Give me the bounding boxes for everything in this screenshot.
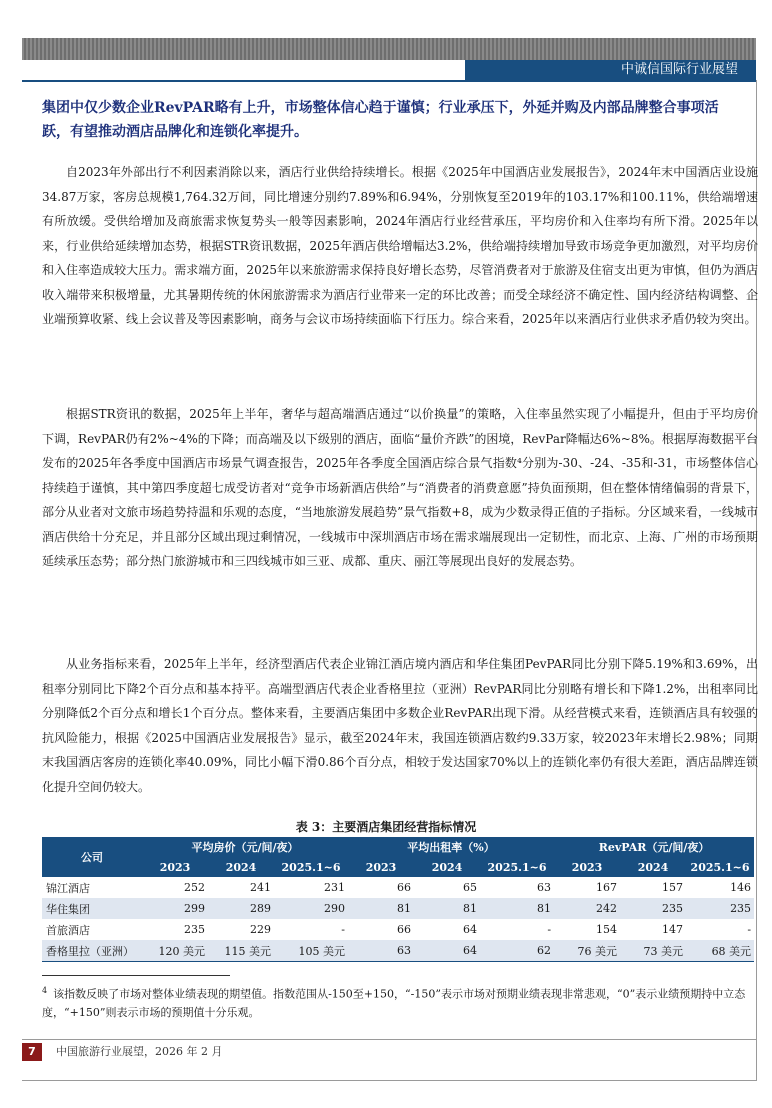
year-header: 2024 (620, 857, 686, 877)
table-cell: 81 (348, 898, 414, 919)
table-cell: 68 美元 (686, 940, 754, 962)
table-cell: 120 美元 (142, 940, 208, 962)
group-header-adr: 平均房价（元/间/夜） (142, 837, 348, 857)
footnote-rule (42, 975, 230, 976)
table-caption: 表 3：主要酒店集团经营指标情况 (295, 820, 477, 834)
group-header-revpar: RevPAR（元/间/夜） (554, 837, 754, 857)
year-header: 2025.1~6 (274, 857, 348, 877)
table-cell: 157 (662, 881, 684, 894)
footnote-text: 该指数反映了市场对整体业绩表现的期望值。指数范围从-150至+150，“-150”表示市场对预期业绩表现非常悲观，“0”表示业绩预期持中立态度，“+150”则表示市场的预期值十分乐观。 (42, 987, 746, 1019)
table-cell: 242 (554, 898, 620, 919)
table-cell: 147 (662, 923, 684, 936)
table-cell: 62 (480, 940, 554, 962)
year-header: 2023 (554, 857, 620, 877)
group-header-occupancy: 平均出租率（%） (348, 837, 554, 857)
table-cell: 64 (414, 940, 480, 962)
table-cell: - (341, 923, 346, 936)
body-paragraph: 自2023年外部出行不利因素消除以来，酒店行业供给持续增长。根据《2025年中国酒店业发展报告》，2024年末中国酒店业设施34.87万家，客房总规模1,764.32万间，同比增速分别约7.89%和6.94%，分别恢复至2019年的103.17%和100.11%，供给端增速有所放缓。受供给增加及商旅需求恢复势头一般等因素影响，2024年酒店行业经营承压，平均房价和入住率均有所下滑。2025年以来，行业供给延续增加态势，根据STR资讯数据，2025年酒店供给增幅达3.2%，供给端持续增加导致市场竞争更加激烈，对平均房价和入住率造成较大压力。需求端方面，2025年以来旅游需求保持良好增长态势，尽管消费者对于旅游及住宿支出更为审慎，但仍为酒店收入端带来积极增量，尤其暑期传统的休闲旅游需求为酒店行业带来一定的环比改善；而受全球经济不确定性、国内经济结构调整、企业端预算收紧、线上会议普及等因素影响，商务与会议市场持续面临下行压力。综合来看，2025年以来酒店行业供求矛盾仍较为突出。 (42, 165, 758, 326)
header-divider (22, 80, 756, 82)
table-row (42, 940, 754, 962)
company-header: 公司 (42, 837, 142, 877)
section-headline: 集团中仅少数企业RevPAR略有上升，市场整体信心趋于谨慎；行业承压下，外延并购及内部品牌整合事项活跃，有望推动酒店品牌化和连锁化率提升。 (42, 100, 719, 140)
year-header: 2024 (414, 857, 480, 877)
company-name: 华住集团 (42, 898, 142, 919)
year-header: 2023 (142, 857, 208, 877)
table-row (42, 898, 754, 919)
footer-text: 中国旅游行业展望，2026 年 2 月 (56, 1045, 223, 1058)
table-cell: 235 (184, 923, 205, 936)
company-name: 香格里拉（亚洲） (42, 940, 142, 962)
table-cell: 105 美元 (274, 940, 348, 962)
table-cell: 290 (274, 898, 348, 919)
table-cell: 66 (397, 923, 412, 936)
header-title: 中诚信国际行业展望 (620, 62, 738, 77)
table-cell: 241 (250, 881, 271, 894)
footnote (42, 982, 758, 1022)
table-cell: 235 (686, 898, 754, 919)
table-cell: 146 (730, 881, 752, 894)
table-cell: 65 (463, 881, 478, 894)
hotel-metrics-table (42, 837, 754, 962)
body-paragraph: 根据STR资讯的数据，2025年上半年，奢华与超高端酒店通过“以价换量”的策略，入住率虽然实现了小幅提升，但由于平均房价下调，RevPAR仍有2%~4%的下降；而高端及以下级别的酒店，面临“量价齐跌”的困境，RevPar降幅达6%~8%。根据厚海数据平台发布的2025年各季度中国酒店市场景气调查报告，2025年各季度全国酒店综合景气指数⁴分别为-30、-24、-35和-31，市场整体信心持续趋于谨慎，其中第四季度超七成受访者对“竞争市场新酒店供给”与“消费者的消费意愿”持负面预期，但在整体情绪偏弱的背景下，部分从业者对文旅市场趋势持温和乐观的态度，“当地旅游发展趋势”景气指数+8，成为少数录得正值的子指标。分区域来看，一线城市酒店供给十分充足，并且部分区域出现过剩情况，一线城市中深圳酒店市场在需求端展现出一定韧性，而北京、上海、广州的市场预期延续承压态势；部分热门旅游城市和三四线城市如三亚、成都、重庆、丽江等展现出良好的发展态势。 (42, 407, 758, 568)
table-cell: 154 (596, 923, 618, 936)
table-cell: 299 (142, 898, 208, 919)
table-cell: 81 (414, 898, 480, 919)
year-header: 2025.1~6 (480, 857, 554, 877)
table-cell: 289 (208, 898, 274, 919)
company-name: 首旅酒店 (46, 923, 90, 937)
year-header: 2024 (208, 857, 274, 877)
footer-divider (22, 1039, 757, 1040)
year-header: 2023 (348, 857, 414, 877)
table-cell: 64 (463, 923, 478, 936)
table-cell: 81 (480, 898, 554, 919)
table-cell: - (747, 923, 752, 936)
body-paragraph: 从业务指标来看，2025年上半年，经济型酒店代表企业锦江酒店境内酒店和华住集团PevPAR同比分别下降5.19%和3.69%，出租率分别同比下降2个百分点和基本持平。高端型酒店代表企业香格里拉（亚洲）RevPAR同比分别略有增长和下降1.2%，出租率同比分别降低2个百分点和增长1个百分点。整体来看，主要酒店集团中多数企业RevPAR出现下滑。从经营模式来看，连锁酒店具有较强的抗风险能力，根据《2025中国酒店业发展报告》显示，截至2024年末，我国连锁酒店数约9.33万家，较2023年末增长2.98%；同期末我国酒店客房的连锁化率40.09%，同比小幅下滑0.86个百分点，相较于发达国家70%以上的连锁化率仍有很大差距，酒店品牌连锁化提升空间仍较大。 (42, 657, 758, 794)
table-cell: 66 (397, 881, 412, 894)
table-cell: 63 (537, 881, 552, 894)
table-cell: - (547, 923, 552, 936)
table-row (42, 919, 754, 940)
table-cell: 235 (620, 898, 686, 919)
year-header: 2025.1~6 (686, 857, 754, 877)
table-row (42, 877, 754, 898)
page-number: 7 (22, 1043, 42, 1061)
header-title-tab (465, 60, 756, 80)
page-frame-bottom (22, 1080, 757, 1081)
table-cell: 73 美元 (620, 940, 686, 962)
table-cell: 167 (596, 881, 618, 894)
table-header-row (42, 837, 754, 857)
table-cell: 76 美元 (554, 940, 620, 962)
table-cell: 231 (324, 881, 346, 894)
table-cell: 229 (250, 923, 271, 936)
table-year-row (42, 857, 754, 877)
company-name: 锦江酒店 (46, 881, 90, 895)
table-cell: 63 (348, 940, 414, 962)
footnote-marker: 4 (42, 986, 48, 995)
header-pattern-bar (22, 38, 756, 60)
table-cell: 115 美元 (208, 940, 274, 962)
table-cell: 252 (184, 881, 205, 894)
